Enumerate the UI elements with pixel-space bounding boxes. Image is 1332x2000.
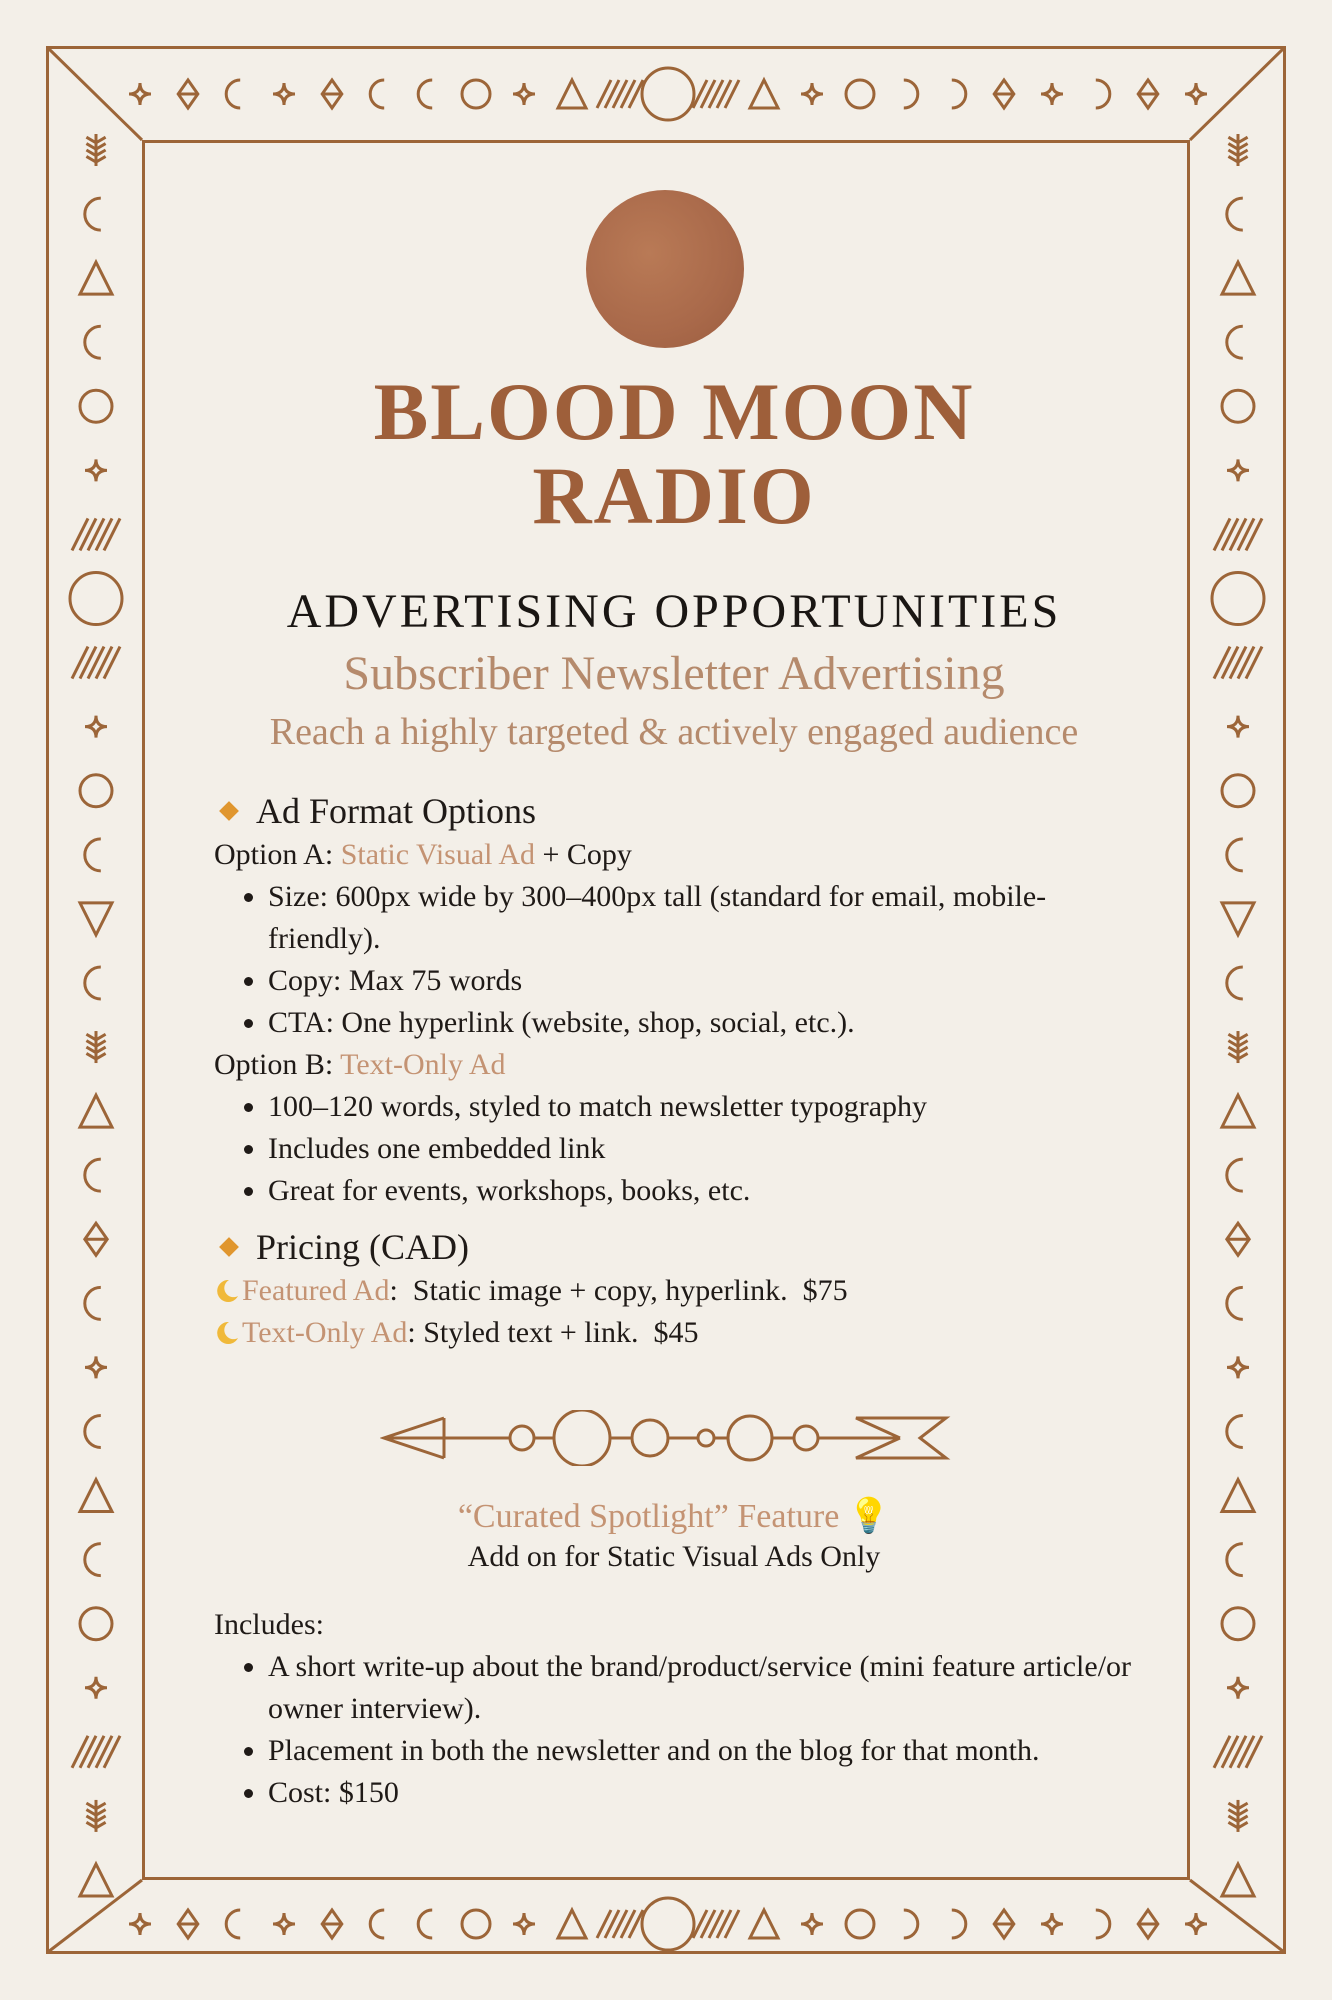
- tagline-primary: Subscriber Newsletter Advertising: [343, 647, 1005, 700]
- includes-list: [214, 1646, 1154, 1814]
- crescent-moon-icon: [214, 1278, 240, 1304]
- ad-format-heading: Ad Format Options: [222, 790, 1154, 832]
- list-item: • A short write-up about the brand/product/service (mini feature article/or owner interview).: [268, 1646, 1154, 1730]
- diamond-bullet-icon: [219, 801, 239, 821]
- option-a-list: [214, 876, 1154, 1044]
- spotlight-title: “Curated Spotlight” Feature 💡: [457, 1498, 891, 1535]
- list-item: • CTA: One hyperlink (website, shop, social, etc.).: [268, 1002, 1154, 1044]
- moon-icon: [586, 190, 744, 348]
- price-featured-ad: Featured Ad : Static image + copy, hyperlink. $75: [214, 1270, 1154, 1312]
- spotlight-subtitle: Add on for Static Visual Ads Only: [467, 1540, 881, 1573]
- list-item: • Size: 600px wide by 300–400px tall (standard for email, mobile-friendly).: [268, 876, 1154, 960]
- ad-format-section: [214, 790, 1154, 1354]
- includes-label: Includes:: [214, 1608, 324, 1641]
- option-b-list: [214, 1086, 1154, 1212]
- list-item: • 100–120 words, styled to match newsletter typography: [268, 1086, 1154, 1128]
- list-item: • Great for events, workshops, books, etc.: [268, 1170, 1154, 1212]
- crescent-moon-icon: [214, 1320, 240, 1346]
- title-line-1: BLOOD MOON: [373, 366, 975, 457]
- subtitle: ADVERTISING OPPORTUNITIES: [286, 585, 1062, 638]
- lightbulb-icon: 💡: [847, 1498, 891, 1535]
- list-item: • Placement in both the newsletter and on the blog for that month.: [268, 1730, 1154, 1772]
- list-item: • Includes one embedded link: [268, 1128, 1154, 1170]
- price-text-only-ad: Text-Only Ad : Styled text + link. $45: [214, 1312, 1154, 1354]
- spotlight-includes: [214, 1604, 1154, 1814]
- list-item: • Copy: Max 75 words: [268, 960, 1154, 1002]
- pricing-heading: Pricing (CAD): [222, 1226, 1154, 1268]
- title-line-2: RADIO: [532, 450, 816, 541]
- tagline-secondary: Reach a highly targeted & actively engaged audience: [269, 711, 1079, 753]
- option-b-label: Option B: Text-Only Ad: [214, 1048, 506, 1081]
- arrow-divider-icon: [380, 1410, 960, 1466]
- list-item: • Cost: $150: [268, 1772, 1154, 1814]
- option-a-label: Option A: Static Visual Ad + Copy: [214, 838, 632, 871]
- diamond-bullet-icon: [219, 1237, 239, 1257]
- page-title: [214, 366, 1134, 541]
